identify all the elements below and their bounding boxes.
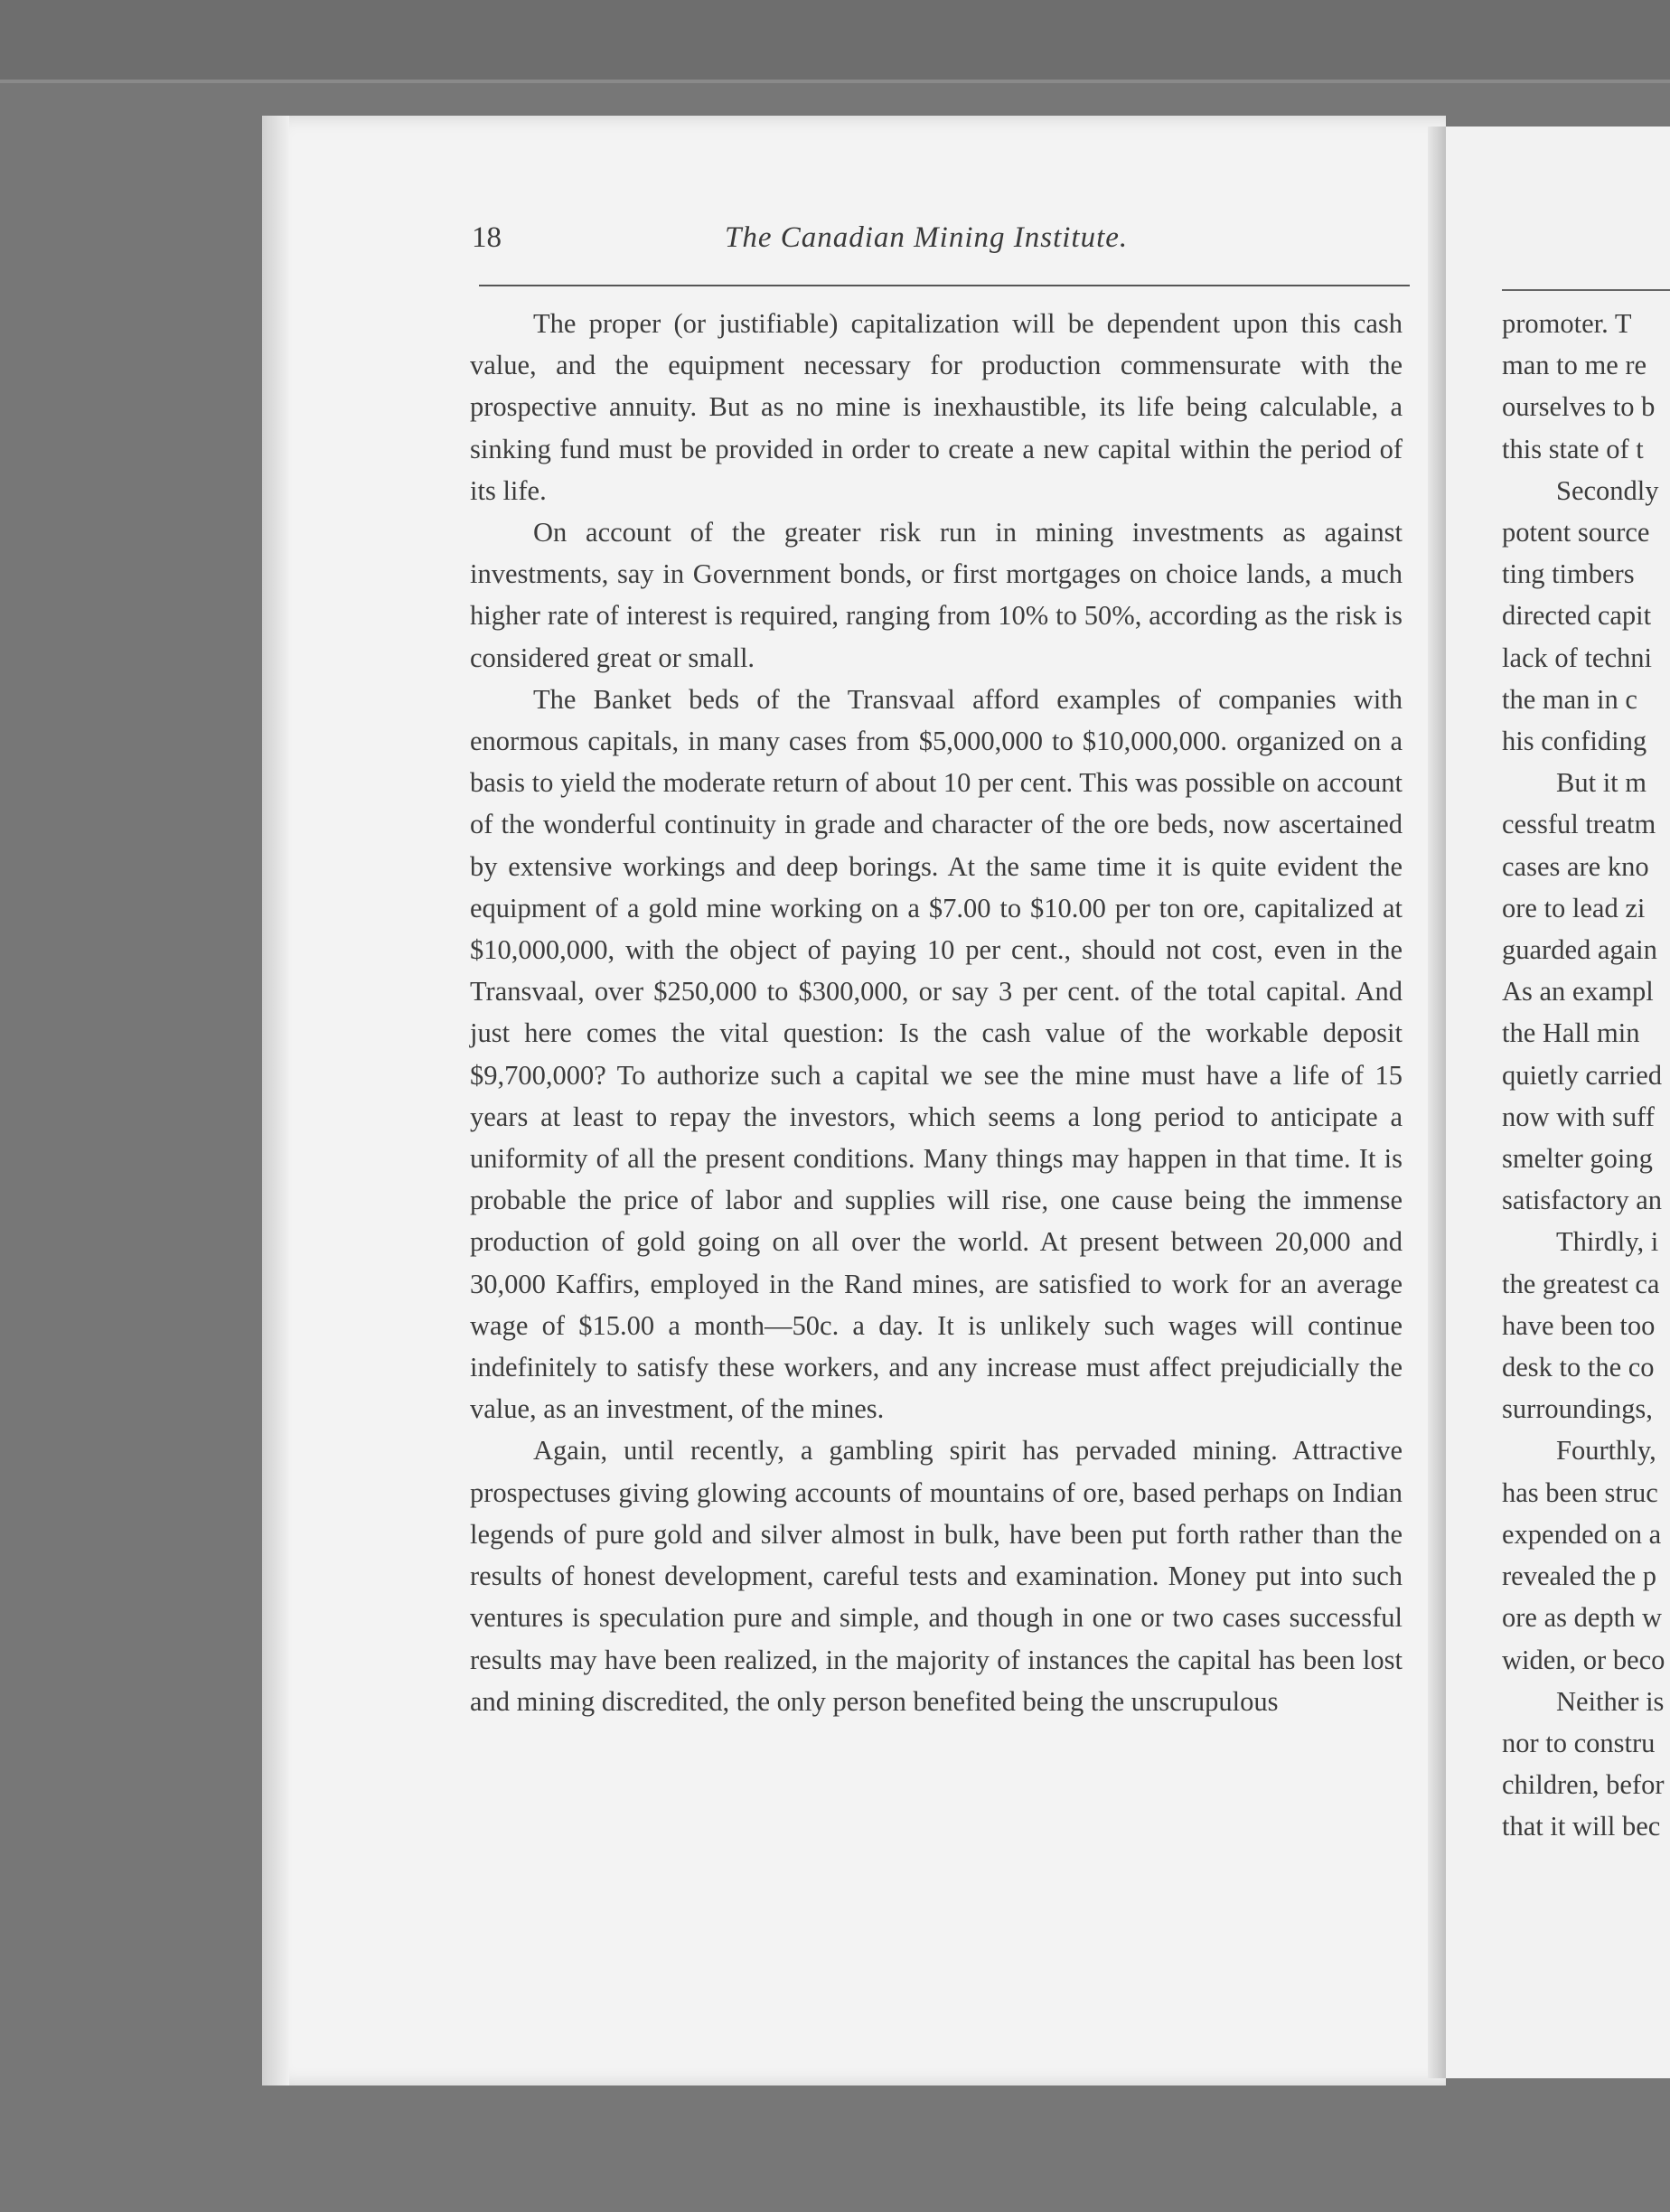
right-page-line: ourselves to b — [1502, 391, 1656, 423]
right-page-line: desk to the co — [1502, 1352, 1655, 1383]
right-page-line: cases are kno — [1502, 850, 1649, 882]
right-page-line: promoter. T — [1502, 308, 1632, 339]
right-page-line: satisfactory an — [1502, 1185, 1662, 1216]
right-page — [1446, 127, 1670, 2078]
right-page-line: directed capit — [1502, 600, 1652, 632]
right-page-line: ting timbers — [1502, 558, 1635, 590]
right-page-line: Neither is — [1556, 1685, 1665, 1717]
right-page-line: man to me re — [1502, 350, 1647, 381]
right-page-line: But it m — [1556, 767, 1647, 799]
right-page-line: ore as depth w — [1502, 1602, 1663, 1634]
right-page-line: nor to constru — [1502, 1727, 1656, 1758]
right-page-line: expended on a — [1502, 1518, 1662, 1550]
right-page-line: that it will bec — [1502, 1811, 1661, 1842]
header-rule — [479, 285, 1410, 286]
right-page-line: cessful treatm — [1502, 809, 1656, 840]
right-page-line: surroundings, — [1502, 1393, 1653, 1425]
paragraph: The Banket beds of the Transvaal afford examples of companies with enormous capitals, in many cases from $5,000,000 to $10,000,000. organized on a basis to yield the moderate return of about 10 per cent. This was possible on account of the wonderful continuity in grade and character of the ore beds, now ascertained by extensive workings and deep borings. At the same time it is quite evident the equipment of a gold mine working on a $7.00 to $10.00 per ton ore, capitalized at $10,000,000, with the object of paying 10 per cent., should not cost, even in the Transvaal, over $250,000 to $300,000, or say 3 per cent. of the total capital. And just here comes the vital question: Is the cash value of the workable deposit $9,700,000? To authorize such a capital we see the mine must have a life of 15 years at least to repay the investors, which seems a long period to anticipate a uniformity of all the present conditions. Many things may happen in that time. It is probable the price of labor and supplies will rise, one cause being the immense production of gold going on all over the world. At present between 20,000 and 30,000 Kaffirs, employed in the Rand mines, are satisfied to work for an average wage of $15.00 a month—50c. a day. It is unlikely such wages will continue indefinitely to satisfy these workers, and any increase must affect prejudicially the value, as an investment, of the mines. — [470, 683, 1403, 1425]
running-title: The Canadian Mining Institute. — [725, 221, 1129, 254]
right-page-line: As an exampl — [1502, 976, 1654, 1008]
right-page-line: revealed the p — [1502, 1561, 1657, 1592]
right-page-line: now with suff — [1502, 1101, 1655, 1132]
right-page-rule — [1502, 289, 1670, 291]
right-page-line: potent source — [1502, 517, 1650, 548]
right-page-line: ore to lead zi — [1502, 892, 1646, 923]
left-page-edge — [262, 116, 289, 2085]
paragraph: Again, until recently, a gambling spirit has pervaded mining. Attractive prospectuses giving glowing accounts of mountains of ore, based perhaps on Indian legends of pure gold and silver almost in bulk, have been put forth rather than the results of honest development, careful tests and examination. Money put into such ventures is speculation pure and simple, and though in one or two cases successful results may have been realized, in the majority of instances the capital has been lost and mining discredited, the only person benefited being the unscrupulous — [470, 1435, 1403, 1717]
right-page-line: quietly carried — [1502, 1059, 1662, 1091]
right-page-line: Fourthly, — [1556, 1435, 1656, 1467]
paragraph: The proper (or justifiable) capitalization will be dependent upon this cash value, and the equipment necessary for production commensurate with the prospective annuity. But as no mine is inexhaustible, its life being calculable, a sinking fund must be provided in order to create a new capital within the period of its life. — [470, 308, 1403, 506]
right-page-line: lack of techni — [1502, 642, 1652, 673]
right-page-line: the greatest ca — [1502, 1268, 1660, 1299]
page-number: 18 — [472, 221, 502, 254]
right-page-line: Thirdly, i — [1556, 1226, 1659, 1258]
right-page-line: Secondly — [1556, 474, 1659, 506]
right-page-line: widen, or beco — [1502, 1644, 1665, 1675]
right-page-line: the Hall min — [1502, 1017, 1640, 1049]
right-page-body — [1502, 303, 1670, 1848]
scan-background-edge — [0, 80, 1670, 83]
right-page-line: the man in c — [1502, 683, 1637, 715]
right-page-line: has been struc — [1502, 1476, 1658, 1508]
scan-background-top — [0, 0, 1670, 81]
right-page-line: this state of t — [1502, 433, 1644, 464]
left-page-body — [470, 303, 1403, 1722]
right-page-line: smelter going — [1502, 1143, 1653, 1175]
right-page-line: guarded again — [1502, 934, 1657, 966]
running-head — [472, 221, 1412, 263]
right-page-line: children, befor — [1502, 1769, 1665, 1801]
right-page-line: his confiding — [1502, 726, 1647, 757]
right-page-line: have been too — [1502, 1309, 1656, 1341]
paragraph: On account of the greater risk run in mining investments as against investments, say in Government bonds, or first mortgages on choice lands, a much higher rate of interest is required, ranging from 10% to 50%, according as the risk is considered great or small. — [470, 517, 1403, 673]
